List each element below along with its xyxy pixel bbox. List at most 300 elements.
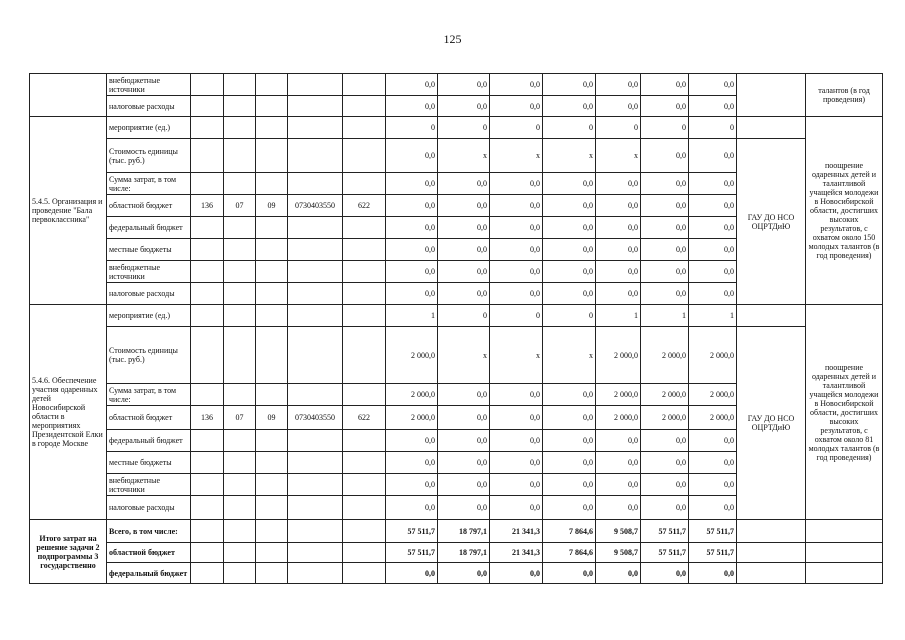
value-cell: 0,0 — [543, 96, 596, 117]
code-empty-cell — [191, 173, 224, 195]
code-empty-cell — [224, 563, 256, 584]
value-cell: 21 341,3 — [490, 520, 543, 543]
code-empty-cell — [191, 217, 224, 239]
row-label: мероприятие (ед.) — [107, 305, 191, 327]
row-label: областной бюджет — [107, 543, 191, 563]
value-cell: 0 — [438, 117, 490, 139]
total-row — [30, 520, 883, 543]
code-empty-cell — [256, 139, 288, 173]
code-empty-cell — [343, 283, 386, 305]
value-cell: 0,0 — [543, 217, 596, 239]
value-cell: 0,0 — [386, 239, 438, 261]
vr-code: 622 — [343, 406, 386, 430]
row-label: областной бюджет — [107, 195, 191, 217]
value-cell: 0,0 — [438, 96, 490, 117]
value-cell: 0,0 — [641, 496, 689, 520]
value-cell: 0,0 — [386, 261, 438, 283]
value-cell: 0,0 — [543, 496, 596, 520]
code-empty-cell — [191, 543, 224, 563]
code-empty-cell — [343, 305, 386, 327]
pr-code: 09 — [256, 406, 288, 430]
code-empty-cell — [256, 543, 288, 563]
value-cell: 21 341,3 — [490, 543, 543, 563]
value-cell: 0,0 — [543, 195, 596, 217]
value-cell: 1 — [386, 305, 438, 327]
value-cell: 0,0 — [641, 173, 689, 195]
code-empty-cell — [191, 74, 224, 96]
code-empty-cell — [343, 452, 386, 474]
value-cell: 0,0 — [689, 139, 737, 173]
value-cell: 0 — [641, 117, 689, 139]
value-cell: 1 — [641, 305, 689, 327]
code-empty-cell — [256, 452, 288, 474]
value-cell: 0,0 — [490, 452, 543, 474]
row-label: Всего, в том числе: — [107, 520, 191, 543]
code-empty-cell — [256, 305, 288, 327]
code-empty-cell — [288, 74, 343, 96]
row-label: внебюджетные источники — [107, 474, 191, 496]
page-number: 125 — [443, 32, 462, 46]
value-cell: 0,0 — [596, 74, 641, 96]
code-empty-cell — [288, 283, 343, 305]
value-cell: 0,0 — [438, 406, 490, 430]
value-cell: 0,0 — [490, 96, 543, 117]
value-cell: 0,0 — [596, 96, 641, 117]
value-cell: 0,0 — [438, 283, 490, 305]
code-empty-cell — [288, 520, 343, 543]
value-cell: 2 000,0 — [689, 327, 737, 384]
value-cell: 0,0 — [386, 139, 438, 173]
value-cell: 0,0 — [490, 384, 543, 406]
value-cell: 0,0 — [543, 173, 596, 195]
value-cell: 0,0 — [641, 239, 689, 261]
value-cell: 0,0 — [689, 96, 737, 117]
value-cell: 0,0 — [689, 430, 737, 452]
total-row — [30, 563, 883, 584]
code-empty-cell — [191, 239, 224, 261]
code-empty-cell — [288, 96, 343, 117]
value-cell: 0,0 — [490, 406, 543, 430]
csr-code: 0730403550 — [288, 406, 343, 430]
value-cell: 0,0 — [490, 283, 543, 305]
table-row — [30, 327, 883, 384]
value-cell: x — [438, 139, 490, 173]
code-empty-cell — [288, 563, 343, 584]
code-empty-cell — [224, 305, 256, 327]
value-cell: 0,0 — [543, 474, 596, 496]
value-cell: 0,0 — [438, 452, 490, 474]
code-empty-cell — [224, 117, 256, 139]
value-cell: 2 000,0 — [641, 406, 689, 430]
value-cell: 57 511,7 — [641, 543, 689, 563]
code-empty-cell — [191, 305, 224, 327]
value-cell: 0,0 — [596, 283, 641, 305]
code-empty-cell — [288, 239, 343, 261]
code-empty-cell — [224, 261, 256, 283]
code-empty-cell — [224, 384, 256, 406]
value-cell: 1 — [689, 305, 737, 327]
code-empty-cell — [343, 217, 386, 239]
code-empty-cell — [224, 139, 256, 173]
value-cell: 9 508,7 — [596, 520, 641, 543]
code-empty-cell — [224, 520, 256, 543]
goal-empty-cell — [806, 543, 883, 563]
pr-code: 09 — [256, 195, 288, 217]
goal-cell: талантов (в год проведения) — [806, 74, 883, 117]
table-row — [30, 139, 883, 173]
value-cell: 0,0 — [543, 261, 596, 283]
value-cell: 0 — [543, 117, 596, 139]
value-cell: 0,0 — [490, 239, 543, 261]
value-cell: 0,0 — [543, 283, 596, 305]
value-cell: 57 511,7 — [689, 543, 737, 563]
executor-cell — [737, 74, 806, 117]
code-empty-cell — [224, 430, 256, 452]
code-empty-cell — [288, 496, 343, 520]
value-cell: 0,0 — [596, 430, 641, 452]
code-empty-cell — [256, 217, 288, 239]
code-empty-cell — [224, 496, 256, 520]
value-cell: 2 000,0 — [689, 406, 737, 430]
total-row — [30, 543, 883, 563]
value-cell: 2 000,0 — [596, 327, 641, 384]
row-label: областной бюджет — [107, 406, 191, 430]
code-empty-cell — [256, 327, 288, 384]
value-cell: 1 — [596, 305, 641, 327]
code-empty-cell — [191, 563, 224, 584]
value-cell: 0 — [596, 117, 641, 139]
value-cell: x — [438, 327, 490, 384]
value-cell: 2 000,0 — [689, 384, 737, 406]
value-cell: x — [543, 139, 596, 173]
value-cell: 7 864,6 — [543, 543, 596, 563]
table-row — [30, 305, 883, 327]
value-cell: 0,0 — [543, 430, 596, 452]
goal-empty-cell — [806, 520, 883, 543]
value-cell: 0,0 — [596, 474, 641, 496]
grbs-code: 136 — [191, 195, 224, 217]
value-cell: 0,0 — [543, 452, 596, 474]
table-row — [30, 74, 883, 96]
code-empty-cell — [343, 520, 386, 543]
value-cell: 0,0 — [490, 74, 543, 96]
value-cell: 0,0 — [641, 430, 689, 452]
code-empty-cell — [256, 474, 288, 496]
code-empty-cell — [191, 327, 224, 384]
value-cell: 0,0 — [689, 452, 737, 474]
code-empty-cell — [191, 474, 224, 496]
row-label: федеральный бюджет — [107, 217, 191, 239]
code-empty-cell — [343, 474, 386, 496]
executor-empty-cell — [737, 520, 806, 543]
executor-empty-cell — [737, 563, 806, 584]
value-cell: x — [490, 327, 543, 384]
executor-empty-cell — [737, 543, 806, 563]
value-cell: 0,0 — [543, 563, 596, 584]
value-cell: 0,0 — [641, 563, 689, 584]
value-cell: 0,0 — [689, 195, 737, 217]
code-empty-cell — [343, 384, 386, 406]
code-empty-cell — [256, 430, 288, 452]
value-cell: 0,0 — [490, 430, 543, 452]
code-empty-cell — [288, 117, 343, 139]
code-empty-cell — [256, 496, 288, 520]
code-empty-cell — [191, 139, 224, 173]
value-cell: 57 511,7 — [386, 543, 438, 563]
task-name: 5.4.5. Организация и проведение "Бала первоклассника" — [30, 117, 107, 305]
code-empty-cell — [343, 139, 386, 173]
code-empty-cell — [343, 261, 386, 283]
code-empty-cell — [288, 261, 343, 283]
value-cell: 2 000,0 — [386, 406, 438, 430]
row-label: налоговые расходы — [107, 496, 191, 520]
row-label: Сумма затрат, в том числе: — [107, 384, 191, 406]
value-cell: 0,0 — [386, 563, 438, 584]
code-empty-cell — [224, 239, 256, 261]
code-empty-cell — [224, 283, 256, 305]
row-label: налоговые расходы — [107, 96, 191, 117]
value-cell: 2 000,0 — [641, 384, 689, 406]
value-cell: 0 — [386, 117, 438, 139]
code-empty-cell — [256, 283, 288, 305]
code-empty-cell — [224, 74, 256, 96]
csr-code: 0730403550 — [288, 195, 343, 217]
code-empty-cell — [191, 520, 224, 543]
value-cell: 0 — [438, 305, 490, 327]
value-cell: 0,0 — [490, 217, 543, 239]
value-cell: 0,0 — [641, 474, 689, 496]
task-name: 5.4.6. Обеспечение участия одаренных детей Новосибирской области в мероприятиях Президентской Елки в городе Москве — [30, 305, 107, 520]
code-empty-cell — [224, 217, 256, 239]
value-cell: 0,0 — [596, 217, 641, 239]
row-label: местные бюджеты — [107, 452, 191, 474]
code-empty-cell — [343, 496, 386, 520]
value-cell: 0,0 — [490, 261, 543, 283]
row-label: федеральный бюджет — [107, 563, 191, 584]
budget-table — [29, 73, 883, 584]
code-empty-cell — [288, 173, 343, 195]
code-empty-cell — [224, 327, 256, 384]
row-label: местные бюджеты — [107, 239, 191, 261]
value-cell: 0,0 — [438, 430, 490, 452]
value-cell: 0,0 — [641, 96, 689, 117]
code-empty-cell — [191, 283, 224, 305]
value-cell: 0,0 — [689, 239, 737, 261]
code-empty-cell — [343, 117, 386, 139]
value-cell: 0,0 — [689, 74, 737, 96]
value-cell: 0,0 — [490, 195, 543, 217]
value-cell: 0,0 — [689, 173, 737, 195]
code-empty-cell — [256, 261, 288, 283]
code-empty-cell — [343, 327, 386, 384]
code-empty-cell — [288, 217, 343, 239]
code-empty-cell — [191, 496, 224, 520]
value-cell: 0,0 — [386, 217, 438, 239]
value-cell: 0,0 — [438, 74, 490, 96]
executor-name: ГАУ ДО НСО ОЦРТДиЮ — [737, 327, 806, 520]
code-empty-cell — [256, 384, 288, 406]
value-cell: 0,0 — [386, 195, 438, 217]
value-cell: 0,0 — [641, 195, 689, 217]
value-cell: 0,0 — [386, 173, 438, 195]
value-cell: 0,0 — [689, 563, 737, 584]
value-cell: 2 000,0 — [386, 327, 438, 384]
value-cell: 2 000,0 — [386, 384, 438, 406]
value-cell: 2 000,0 — [596, 406, 641, 430]
code-empty-cell — [191, 384, 224, 406]
code-empty-cell — [256, 74, 288, 96]
value-cell: 0,0 — [543, 384, 596, 406]
goal-empty-cell — [806, 563, 883, 584]
code-empty-cell — [191, 117, 224, 139]
value-cell: 0,0 — [689, 474, 737, 496]
value-cell: 0,0 — [543, 74, 596, 96]
code-empty-cell — [191, 430, 224, 452]
value-cell: 0,0 — [386, 283, 438, 305]
code-empty-cell — [224, 96, 256, 117]
rz-code: 07 — [224, 195, 256, 217]
row-label: Стоимость единицы (тыс. руб.) — [107, 327, 191, 384]
value-cell: 0 — [490, 117, 543, 139]
value-cell: 2 000,0 — [596, 384, 641, 406]
value-cell: 18 797,1 — [438, 520, 490, 543]
code-empty-cell — [224, 452, 256, 474]
vr-code: 622 — [343, 195, 386, 217]
row-label: федеральный бюджет — [107, 430, 191, 452]
value-cell: 0,0 — [438, 217, 490, 239]
value-cell: 0,0 — [490, 474, 543, 496]
code-empty-cell — [288, 305, 343, 327]
code-empty-cell — [343, 430, 386, 452]
row-label: налоговые расходы — [107, 283, 191, 305]
value-cell: 0,0 — [438, 474, 490, 496]
value-cell: 0,0 — [596, 195, 641, 217]
code-empty-cell — [191, 261, 224, 283]
code-empty-cell — [256, 96, 288, 117]
code-empty-cell — [288, 327, 343, 384]
value-cell: 0,0 — [386, 96, 438, 117]
value-cell: 0,0 — [641, 283, 689, 305]
code-empty-cell — [224, 474, 256, 496]
code-empty-cell — [191, 96, 224, 117]
value-cell: x — [490, 139, 543, 173]
value-cell: 0,0 — [386, 430, 438, 452]
value-cell: 0,0 — [438, 239, 490, 261]
value-cell: 0,0 — [438, 261, 490, 283]
code-empty-cell — [343, 173, 386, 195]
row-label: внебюджетные источники — [107, 74, 191, 96]
value-cell: 0,0 — [641, 217, 689, 239]
code-empty-cell — [343, 239, 386, 261]
code-empty-cell — [343, 543, 386, 563]
value-cell: 0,0 — [596, 452, 641, 474]
value-cell: 0,0 — [386, 452, 438, 474]
code-empty-cell — [224, 173, 256, 195]
value-cell: 0,0 — [689, 283, 737, 305]
code-empty-cell — [288, 474, 343, 496]
row-label: внебюджетные источники — [107, 261, 191, 283]
value-cell: 18 797,1 — [438, 543, 490, 563]
value-cell: 0,0 — [689, 261, 737, 283]
value-cell: 0,0 — [543, 406, 596, 430]
value-cell: 7 864,6 — [543, 520, 596, 543]
value-cell: 0,0 — [596, 173, 641, 195]
code-empty-cell — [288, 430, 343, 452]
value-cell: 57 511,7 — [689, 520, 737, 543]
code-empty-cell — [288, 139, 343, 173]
code-empty-cell — [288, 384, 343, 406]
value-cell: 0,0 — [641, 74, 689, 96]
code-empty-cell — [256, 239, 288, 261]
value-cell: 0,0 — [689, 217, 737, 239]
value-cell: x — [596, 139, 641, 173]
goal-cell: поощрение одаренных детей и талантливой учащейся молодежи в Новосибирской области, достигших высоких результатов, с охватом около 81 молодых талантов (в год проведения) — [806, 305, 883, 520]
table-row — [30, 117, 883, 139]
code-empty-cell — [256, 563, 288, 584]
code-empty-cell — [191, 452, 224, 474]
value-cell: 0,0 — [596, 261, 641, 283]
value-cell: 0,0 — [490, 563, 543, 584]
row-label: Сумма затрат, в том числе: — [107, 173, 191, 195]
value-cell: 0 — [490, 305, 543, 327]
code-empty-cell — [343, 74, 386, 96]
value-cell: 57 511,7 — [386, 520, 438, 543]
row-label: мероприятие (ед.) — [107, 117, 191, 139]
code-empty-cell — [288, 543, 343, 563]
executor-cell — [737, 117, 806, 139]
value-cell: 0,0 — [386, 74, 438, 96]
value-cell: 9 508,7 — [596, 543, 641, 563]
code-empty-cell — [343, 563, 386, 584]
executor-name: ГАУ ДО НСО ОЦРТДиЮ — [737, 139, 806, 305]
code-empty-cell — [256, 117, 288, 139]
value-cell: 0,0 — [490, 496, 543, 520]
value-cell: 0,0 — [438, 563, 490, 584]
value-cell: 0,0 — [596, 239, 641, 261]
value-cell: 57 511,7 — [641, 520, 689, 543]
goal-cell: поощрение одаренных детей и талантливой учащейся молодежи в Новосибирской области, достигших высоких результатов, с охватом около 150 молодых талантов (в год проведения) — [806, 117, 883, 305]
value-cell: 0,0 — [596, 563, 641, 584]
grbs-code: 136 — [191, 406, 224, 430]
value-cell: 0 — [543, 305, 596, 327]
value-cell: 0,0 — [641, 261, 689, 283]
value-cell: 2 000,0 — [641, 327, 689, 384]
code-empty-cell — [224, 543, 256, 563]
row-label: Стоимость единицы (тыс. руб.) — [107, 139, 191, 173]
totals-label: Итого затрат на решение задачи 2 подпрограммы 3 государственно — [30, 520, 107, 584]
value-cell: 0,0 — [543, 239, 596, 261]
code-empty-cell — [343, 96, 386, 117]
value-cell: 0,0 — [438, 496, 490, 520]
task-cell — [30, 74, 107, 117]
value-cell: 0 — [689, 117, 737, 139]
rz-code: 07 — [224, 406, 256, 430]
value-cell: 0,0 — [438, 173, 490, 195]
executor-cell — [737, 305, 806, 327]
value-cell: 0,0 — [641, 452, 689, 474]
code-empty-cell — [288, 452, 343, 474]
value-cell: 0,0 — [490, 173, 543, 195]
value-cell: x — [543, 327, 596, 384]
value-cell: 0,0 — [438, 195, 490, 217]
value-cell: 0,0 — [641, 139, 689, 173]
value-cell: 0,0 — [689, 496, 737, 520]
code-empty-cell — [256, 520, 288, 543]
value-cell: 0,0 — [386, 474, 438, 496]
value-cell: 0,0 — [386, 496, 438, 520]
value-cell: 0,0 — [596, 496, 641, 520]
value-cell: 0,0 — [438, 384, 490, 406]
